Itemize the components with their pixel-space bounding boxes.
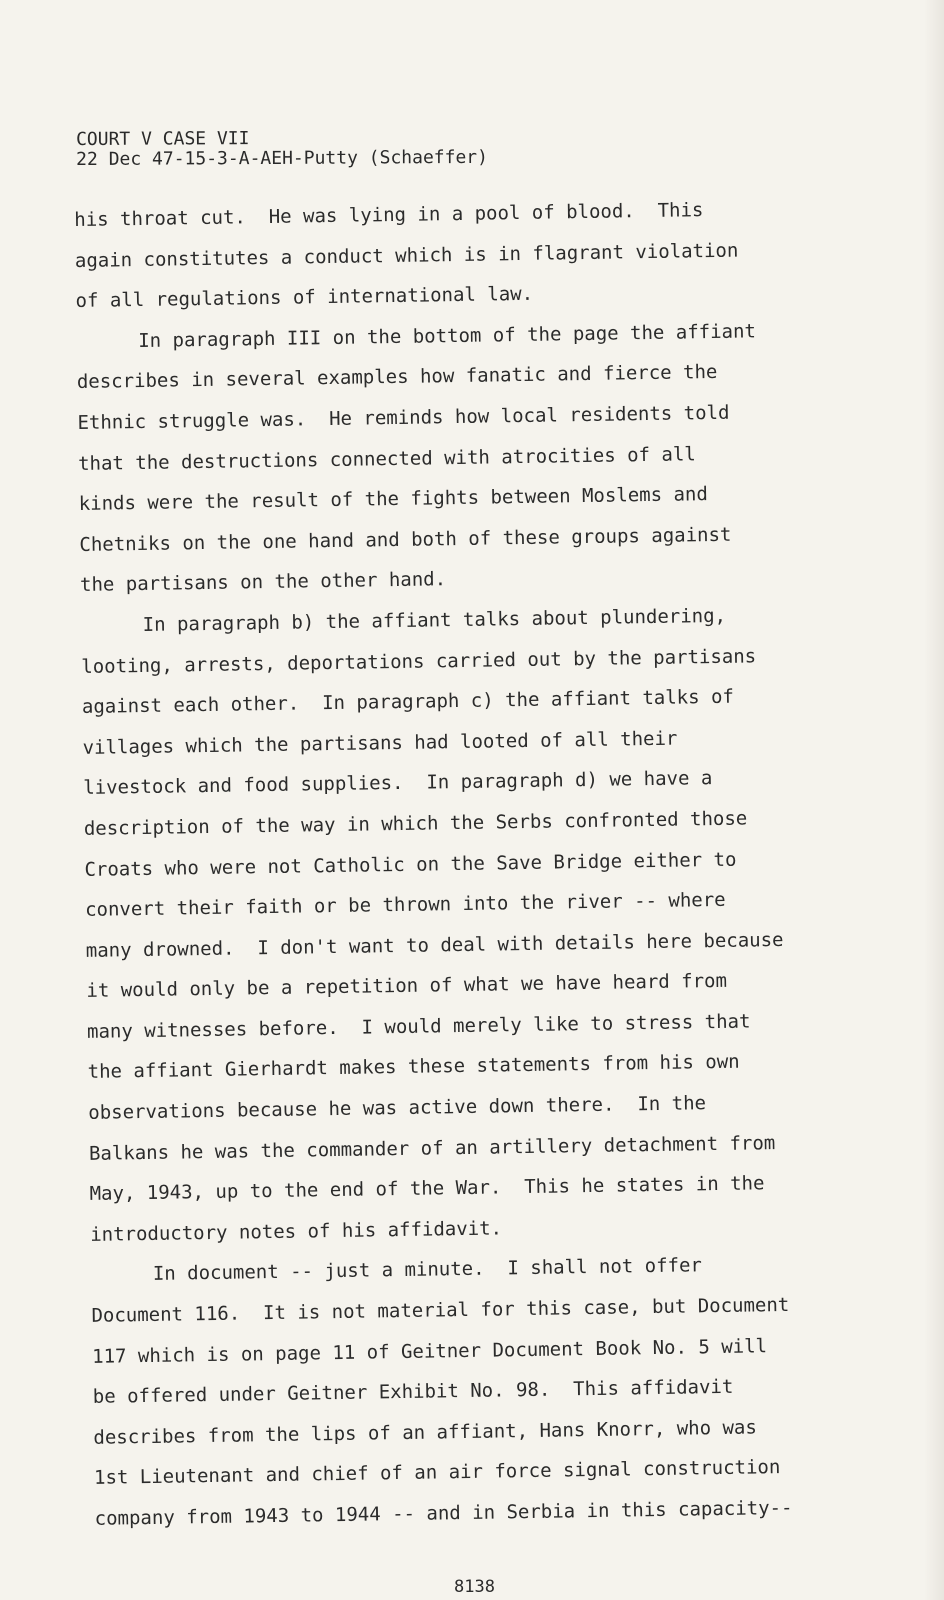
text-line: many witnesses before. I would merely like to stress that xyxy=(86,1010,751,1043)
date-reference-line: 22 Dec 47-15-3-A-AEH-Putty (Schaeffer) xyxy=(76,146,489,170)
text-line: livestock and food supplies. In paragraph d) we have a xyxy=(83,767,713,800)
text-line: May, 1943, up to the end of the War. This he states in the xyxy=(89,1172,765,1206)
text-line: the partisans on the other hand. xyxy=(79,568,447,597)
text-line: 1st Lieutenant and chief of an air force signal construction xyxy=(93,1456,781,1490)
text-line: that the destructions connected with atrocities of all xyxy=(77,442,696,475)
text-line: be offered under Geitner Exhibit No. 98. This affidavit xyxy=(92,1376,734,1409)
text-line: description of the way in which the Serbs confronted those xyxy=(83,807,748,840)
text-line: villages which the partisans had looted of all their xyxy=(82,727,678,759)
text-line: many drowned. I don't want to deal with details here because xyxy=(85,928,784,962)
text-line: it would only be a repetition of what we have heard from xyxy=(86,970,728,1003)
transcript-body xyxy=(74,187,915,1539)
text-line: Ethnic struggle was. He reminds how local residents told xyxy=(77,401,730,434)
text-line: Croats who were not Catholic on the Save Bridge either to xyxy=(84,848,737,881)
text-line: In document -- just a minute. I shall not offer xyxy=(152,1254,703,1286)
text-line: his throat cut. He was lying in a pool of blood. This xyxy=(74,199,704,231)
text-line: the affiant Gierhardt makes these statements from his own xyxy=(87,1051,740,1084)
text-line: looting, arrests, deportations carried out by the partisans xyxy=(81,644,757,678)
text-line: observations because he was active down there. In the xyxy=(88,1092,707,1124)
page-edge-shadow xyxy=(924,0,944,1600)
text-line: kinds were the result of the fights between Moslems and xyxy=(78,483,709,516)
text-line: company from 1943 to 1944 -- and in Serbia in this capacity-- xyxy=(94,1496,793,1530)
text-line: against each other. In paragraph c) the affiant talks of xyxy=(81,685,735,719)
text-line: Document 116. It is not material for this case, but Document xyxy=(91,1293,790,1327)
text-line: introductory notes of his affidavit. xyxy=(90,1217,503,1246)
page-number: 8138 xyxy=(454,1577,495,1597)
text-line: convert their faith or be thrown into the river -- where xyxy=(84,888,726,922)
text-line: Balkans he was the commander of an artillery detachment from xyxy=(88,1131,776,1165)
text-line: describes in several examples how fanatic and fierce the xyxy=(76,361,718,394)
text-line: describes from the lips of an affiant, Hans Knorr, who was xyxy=(93,1416,758,1449)
text-line: again constitutes a conduct which is in flagrant violation xyxy=(74,239,739,272)
text-line: Chetniks on the one hand and both of these groups against xyxy=(79,523,732,556)
text-line: In paragraph III on the bottom of the page the affiant xyxy=(138,320,757,352)
text-line: In paragraph b) the affiant talks about plundering, xyxy=(142,604,727,636)
text-line: of all regulations of international law. xyxy=(75,282,534,313)
court-case-line: COURT V CASE VII xyxy=(75,128,250,150)
text-line: 117 which is on page 11 of Geitner Document Book No. 5 will xyxy=(91,1334,768,1368)
document-header xyxy=(76,128,488,170)
